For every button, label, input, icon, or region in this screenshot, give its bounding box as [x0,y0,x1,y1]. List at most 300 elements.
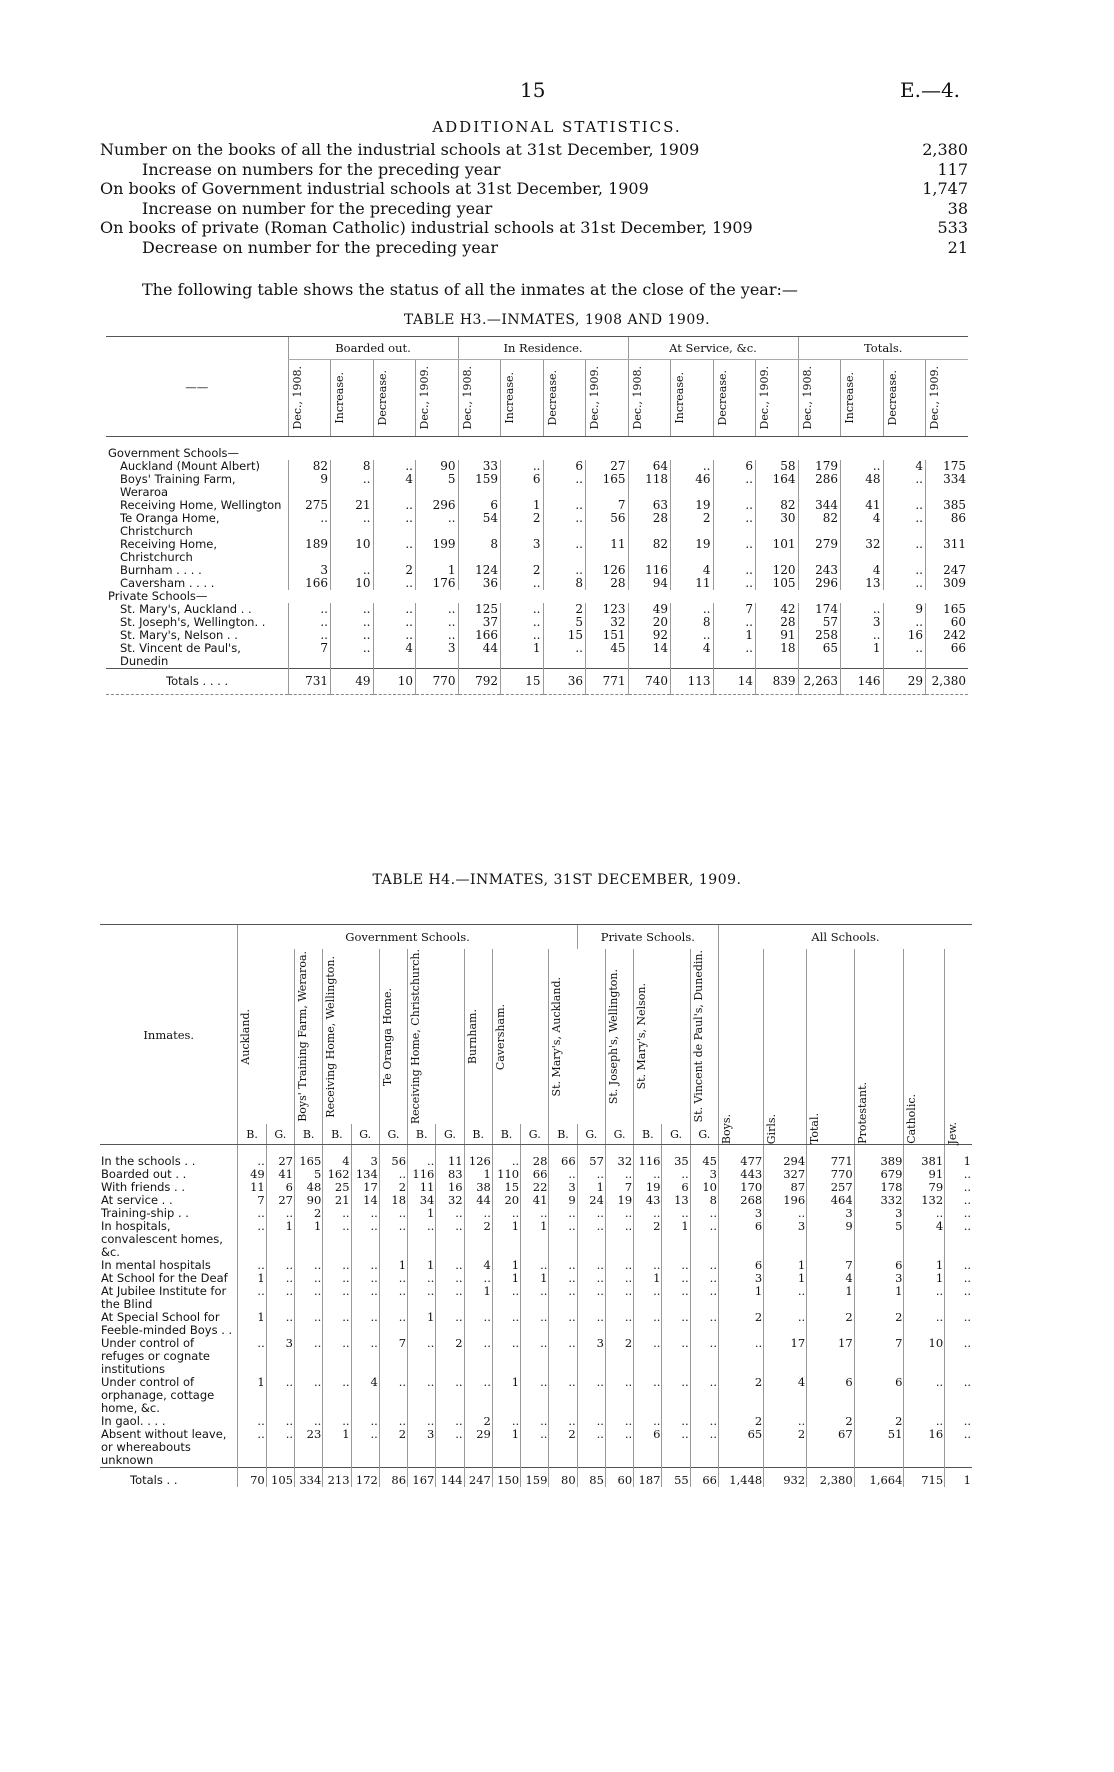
table-row [100,1428,972,1468]
table-h4-cell: 2 [464,1415,492,1428]
table-h4-cell: 105 [266,1468,294,1488]
table-h3-cell: 9 [883,603,926,616]
table-h4-cell: .. [690,1311,718,1337]
table-h4-cell: 4 [464,1259,492,1272]
table-h4-cell: 1,664 [854,1468,904,1488]
table-h3-cell: 5 [416,473,459,499]
table-h3-cell: 159 [458,473,501,499]
table-h4-school-header [379,949,407,1124]
table-h3-cell: 385 [926,499,969,512]
table-h4-cell: .. [605,1376,633,1415]
page-number: 15 [520,78,546,102]
table-h4-cell: 24 [577,1194,605,1207]
table-h4-cell: 86 [379,1468,407,1488]
table-h4-sex-header: B. [492,1124,520,1145]
table-h3-column-header [543,360,586,437]
table-h4-cell: 1 [904,1259,945,1272]
table-h4-row-label: At School for the Deaf [101,1271,228,1286]
table-h3-cell: 28 [756,616,799,629]
table-h4-cell: 144 [436,1468,464,1488]
table-h4-cell: 2,380 [807,1468,855,1488]
table-h4-cell: .. [351,1415,379,1428]
table-h4-cell: 65 [718,1428,763,1468]
statistic-value: 38 [947,198,968,218]
table-h3-cell: 189 [288,538,331,564]
table-h3-cell: 57 [798,616,841,629]
table-h3-cell: 258 [798,629,841,642]
table-row [106,642,968,669]
table-h3-cell: .. [883,564,926,577]
table-h3-cell: 29 [883,669,926,695]
table-h4-cell: .. [577,1285,605,1311]
table-h4-sex-header: B. [408,1124,436,1145]
table-h4-cell: .. [662,1415,690,1428]
table-h3-cell: .. [373,512,416,538]
table-h3-cell: 166 [458,629,501,642]
table-h3-cell: 54 [458,512,501,538]
table-h4-sex-header: B. [295,1124,323,1145]
table-h4-cell: 1 [464,1168,492,1181]
table-h3-group-header: Totals. [798,337,968,360]
table-h3-cell: 105 [756,577,799,590]
table-h4-cell: 23 [295,1428,323,1468]
table-h4-cell: 2 [718,1415,763,1428]
table-h4-sex-header: B. [549,1124,577,1145]
table-h4-cell: .. [549,1272,577,1285]
table-h4-cell: .. [379,1285,407,1311]
table-h4-cell: .. [408,1376,436,1415]
table-h4-cell: .. [605,1259,633,1272]
table-h4-cell: 1 [238,1311,266,1337]
table-h4-cell: 1 [238,1272,266,1285]
table-h4-cell: 1 [662,1220,690,1259]
table-h4-cell: .. [266,1259,294,1272]
table-h3-cell: .. [331,629,374,642]
table-h3-column-label: Dec., 1908. [800,366,814,430]
table-h4-cell: .. [492,1145,520,1169]
table-h3-cell: 151 [586,629,629,642]
table-h4-cell: .. [238,1337,266,1376]
table-h4-cell: .. [764,1311,807,1337]
table-h4-cell: .. [605,1415,633,1428]
table-h4-cell: 1 [492,1376,520,1415]
statistic-value: 533 [937,218,968,237]
table-h3-row-label: Te Oranga Home, Christchurch [120,511,220,538]
table-h4-cell: 16 [436,1181,464,1194]
table-h4-cell: 4 [807,1272,855,1285]
table-h3-cell: 5 [543,616,586,629]
table-h4-cell: 4 [323,1145,351,1169]
table-h4-cell: .. [323,1207,351,1220]
table-h4-cell: .. [605,1285,633,1311]
statistic-value: 1,747 [922,179,968,198]
table-h4-cell: .. [436,1415,464,1428]
table-h4-cell: .. [238,1207,266,1220]
table-h4-cell: .. [577,1428,605,1468]
table-h3-cell: .. [331,616,374,629]
table-h3-cell: 4 [671,642,714,669]
table-h3-cell: 1 [501,499,544,512]
table-h4-cell: 1 [408,1259,436,1272]
table-h3-cell: 247 [926,564,969,577]
table-h4-cell: 87 [764,1181,807,1194]
table-h4-row-label: Training-ship . . [101,1206,189,1221]
table-h4-cell: .. [690,1376,718,1415]
table-h4-column-label: Girls. [765,1113,779,1145]
table-h4-sex-header: B. [238,1124,266,1145]
table-h4-totals-row [100,1468,972,1488]
table-h4-cell: .. [662,1285,690,1311]
table-h3-column-label: Dec., 1909. [588,366,601,430]
table-h4-school-label: Te Oranga Home. [380,987,394,1086]
table-h4-cell: .. [295,1376,323,1415]
table-h4-cell: 7 [379,1337,407,1376]
table-h3-cell: 1 [416,564,459,577]
table-h4-cell: .. [945,1337,972,1376]
table-h4-cell: .. [549,1376,577,1415]
table-h4-cell: .. [295,1285,323,1311]
table-h3-cell: 126 [586,564,629,577]
table-h4-cell: .. [549,1168,577,1181]
table-row [100,1285,972,1311]
table-h4-cell: 1 [492,1272,520,1285]
table-h3-cell: 2,380 [926,669,969,695]
table-h4-cell: .. [521,1376,549,1415]
table-h3-cell: 2 [501,512,544,538]
table-h4-sex-header: G. [436,1124,464,1145]
table-h4-cell: 49 [238,1168,266,1181]
table-h4-sex-header: G. [605,1124,633,1145]
table-h4-sex-header: G. [266,1124,294,1145]
table-h4-sex-header: G. [690,1124,718,1145]
table-h3-cell: .. [501,629,544,642]
table-h4-cell: 150 [492,1468,520,1488]
table-h3-cell: .. [713,564,756,577]
table-h4-cell: 1 [408,1207,436,1220]
table-h3-cell: 311 [926,538,969,564]
table-h4-cell: 13 [662,1194,690,1207]
table-h4-sex-header: B. [464,1124,492,1145]
statistic-line [100,179,968,199]
table-h4-cell: .. [945,1194,972,1207]
table-h4-school-label: St. Vincent de Paul's, Dunedin. [691,950,705,1123]
table-h3-cell: 275 [288,499,331,512]
table-h4-cell: 4 [764,1376,807,1415]
table-h4-cell: 381 [904,1145,945,1169]
table-h3-column-label: Decrease. [545,370,559,426]
table-h3-cell: .. [501,616,544,629]
table-h3-cell: .. [501,460,544,473]
table-h3-cell: .. [543,564,586,577]
statistic-value: 21 [947,237,968,257]
table-h3-cell: 4 [373,473,416,499]
table-row [100,1272,972,1285]
table-h4-cell: .. [690,1415,718,1428]
table-h4-cell: 715 [904,1468,945,1488]
table-h4-cell: 2 [379,1181,407,1194]
table-h4-cell: 932 [764,1468,807,1488]
table-h3-column-label: Decrease. [375,370,389,426]
table-h4-cell: 178 [854,1181,904,1194]
table-h4-cell: 477 [718,1145,763,1169]
table-h3-cell: 56 [586,512,629,538]
table-row [100,1376,972,1415]
table-h4-cell: 132 [904,1194,945,1207]
table-h4-row-label: In hospitals, convalescent homes, &c. [101,1219,223,1260]
table-h4-cell: 10 [904,1337,945,1376]
table-h4-cell: 1 [492,1220,520,1259]
table-h4-cell: 3 [854,1272,904,1285]
table-h4-cell: 1 [945,1145,972,1169]
table-h4-cell: .. [295,1337,323,1376]
table-h4-cell: 79 [904,1181,945,1194]
table-h4-cell: .. [605,1272,633,1285]
table-h4-cell: .. [634,1311,662,1337]
table-h3-cell: .. [331,642,374,669]
table-h4-school-header [549,949,606,1124]
table-h3-row-label: Caversham . . . . [120,576,215,590]
table-h4-school-header [492,949,549,1124]
table-h4-cell: 6 [854,1259,904,1272]
table-h4-cell: .. [238,1285,266,1311]
table-h3-cell: 199 [416,538,459,564]
table-h3-cell: 2,263 [798,669,841,695]
table-h4-cell: .. [521,1337,549,1376]
table-h4-cell: .. [492,1337,520,1376]
table-h3-cell: 174 [798,603,841,616]
table-h4-cell: 19 [634,1181,662,1194]
table-h3-cell: 740 [628,669,671,695]
table-h3-column-header [586,360,629,437]
table-h4-row-label: Absent without leave, or whereabouts unknown [101,1427,227,1468]
statistic-value: 2,380 [922,140,968,159]
table-h3-cell: 179 [798,460,841,473]
table-h3-cell: 124 [458,564,501,577]
table-h4-cell: 28 [521,1145,549,1169]
table-h4-group-header: Private Schools. [577,925,718,950]
table-h4-cell: .. [379,1220,407,1259]
table-h4-cell: 41 [266,1168,294,1181]
table-h4-cell: .. [634,1285,662,1311]
table-h4-school-header [690,949,718,1124]
table-h4-cell: .. [605,1220,633,1259]
table-h4-column-label: Boys. [719,1114,733,1145]
table-h3-cell: .. [288,616,331,629]
table-h4-cell: 3 [408,1428,436,1468]
table-h4-column-header [718,949,763,1145]
table-h3-cell: 42 [756,603,799,616]
table-row [100,1337,972,1376]
table-h3-cell: 4 [841,564,884,577]
table-h4-school-label: Auckland. [239,1008,253,1065]
table-h3-cell: 82 [288,460,331,473]
table-h3-cell: 731 [288,669,331,695]
table-h3-cell: 32 [586,616,629,629]
table-h4-cell: 327 [764,1168,807,1181]
table-h4-cell: .. [295,1272,323,1285]
table-h3-cell: 49 [628,603,671,616]
table-h4-cell: .. [945,1285,972,1311]
table-h4-cell: .. [238,1220,266,1259]
table-h4-cell: .. [238,1415,266,1428]
table-h4-caption: TABLE H4.—INMATES, 31ST DECEMBER, 1909. [372,872,742,888]
table-h3-cell: .. [288,603,331,616]
table-h3-cell: 36 [543,669,586,695]
table-h3-cell: 146 [841,669,884,695]
table-h4-cell: 27 [266,1145,294,1169]
statistic-label: Increase on numbers for the preceding year [142,159,501,179]
table-h3-column-header [288,360,331,437]
table-h3-section-title: Government Schools— [108,446,240,460]
table-h4-cell: .. [577,1311,605,1337]
table-h4-cell: .. [634,1337,662,1376]
table-h3-row-label: Boys' Training Farm, Weraroa [120,472,236,499]
table-h4-cell: 1 [379,1259,407,1272]
table-h4-cell: 91 [904,1168,945,1181]
table-h4-cell: 16 [904,1428,945,1468]
table-h4-cell: 27 [266,1194,294,1207]
table-h3-cell: .. [373,460,416,473]
table-h4-cell: 43 [634,1194,662,1207]
table-h4-cell: .. [945,1272,972,1285]
table-h3-cell: 28 [628,512,671,538]
table-h4-cell: 1 [408,1311,436,1337]
table-h3-cell: .. [501,603,544,616]
table-h4-cell: .. [238,1145,266,1169]
table-h3-cell: 18 [756,642,799,669]
table-h3-cell: .. [713,499,756,512]
table-h4-row-label: Totals . . [100,1468,238,1488]
table-h3-column-label: Dec., 1909. [758,366,771,430]
table-h4-cell: 170 [718,1181,763,1194]
table-h3-cell: 19 [671,538,714,564]
table-h3-cell: 41 [841,499,884,512]
table-h3-row-label: Totals . . . . [106,669,288,695]
table-h4-cell: .. [662,1168,690,1181]
table-h4-cell: 1 [464,1285,492,1311]
table-h3-cell: 175 [926,460,969,473]
table-h4-cell: .. [266,1311,294,1337]
table-h4-cell: 1 [807,1285,855,1311]
table-h4-cell: .. [379,1415,407,1428]
table-h4-cell: .. [266,1272,294,1285]
table-h3-cell: 839 [756,669,799,695]
table-h3-column-header [628,360,671,437]
table-h3-cell: 66 [926,642,969,669]
table-h4-cell: .. [379,1376,407,1415]
table-h3-cell: 286 [798,473,841,499]
table-h4-school-header [323,949,380,1124]
table-h4-column-header [807,949,855,1145]
table-h4-cell: .. [904,1415,945,1428]
table-h4-row-label: Under control of orphanage, cottage home, &c. [101,1375,215,1416]
table-h4-column-label: Total. [808,1113,822,1145]
table-row [100,1207,972,1220]
table-h4-cell: 1 [323,1428,351,1468]
table-h3-cell: 82 [798,512,841,538]
table-h4-cell: 32 [605,1145,633,1169]
table-h3-cell: 6 [458,499,501,512]
table-h3-cell: .. [373,499,416,512]
table-h4-cell: .. [408,1337,436,1376]
table-h3-cell: 82 [628,538,671,564]
table-h3-column-label: Increase. [333,372,346,424]
additional-statistics-heading: ADDITIONAL STATISTICS. [432,118,682,136]
table-h4-cell: 66 [690,1468,718,1488]
statistic-value: 117 [937,159,968,179]
table-h3-caption: TABLE H3.—INMATES, 1908 AND 1909. [403,312,711,328]
table-h4-cell: .. [718,1337,763,1376]
table-h4-cell: .. [351,1207,379,1220]
table-h4-cell: .. [690,1337,718,1376]
table-h4-school-label: Receiving Home, Wellington. [324,955,338,1118]
table-h4-cell: .. [323,1259,351,1272]
table-h4-cell: .. [577,1259,605,1272]
table-h3-cell: .. [713,642,756,669]
table-h4-cell: .. [379,1207,407,1220]
table-h4-cell: .. [904,1207,945,1220]
table-h3-cell: 14 [713,669,756,695]
table-h3-cell: 36 [458,577,501,590]
table-h4-cell: .. [521,1415,549,1428]
table-h3-column-header [798,360,841,437]
table-h4-cell: .. [266,1376,294,1415]
table-row [100,1145,972,1169]
table-h4-cell: 7 [807,1259,855,1272]
table-h4-cell: .. [492,1207,520,1220]
table-h4-cell: 1 [577,1181,605,1194]
table-h3-cell: 344 [798,499,841,512]
table-h4-cell: 464 [807,1194,855,1207]
table-h4-cell: .. [577,1376,605,1415]
table-h3-cell: 8 [458,538,501,564]
table-h3-column-header [458,360,501,437]
table-h4-cell: 334 [295,1468,323,1488]
statistic-label: On books of private (Roman Catholic) industrial schools at 31st December, 1909 [100,218,753,237]
table-h3-column-label: Increase. [673,372,686,424]
table-h4-cell: 55 [662,1468,690,1488]
table-h4-cell: 116 [408,1168,436,1181]
table-h3-cell: .. [883,512,926,538]
statistic-line [100,160,968,180]
statistic-label: On books of Government industrial schools at 31st December, 1909 [100,179,649,198]
table-row [100,1311,972,1337]
table-h3-cell: .. [883,473,926,499]
table-h3-column-header [416,360,459,437]
table-h3-cell: 3 [501,538,544,564]
table-h4-school-header [295,949,323,1124]
table-h3-cell: 1 [501,642,544,669]
table-h4-cell: .. [351,1311,379,1337]
table-h4-cell: .. [764,1415,807,1428]
table-h4-cell: .. [295,1259,323,1272]
table-h4-cell: .. [549,1311,577,1337]
table-h4-cell: .. [436,1428,464,1468]
table-h3-cell: 116 [628,564,671,577]
table-h4-cell: 1 [854,1285,904,1311]
table-h4-column-header [904,949,945,1145]
table-h3-cell: 44 [458,642,501,669]
table-h3-cell: 90 [416,460,459,473]
table-h3-cell: 164 [756,473,799,499]
table-h3-cell: .. [373,616,416,629]
table-h3-cell: 15 [543,629,586,642]
table-h4-cell: .. [464,1376,492,1415]
table-h4-cell: .. [690,1207,718,1220]
table-h4-cell: 85 [577,1468,605,1488]
table-h4-cell: .. [464,1311,492,1337]
table-h4-school-header [605,949,633,1124]
